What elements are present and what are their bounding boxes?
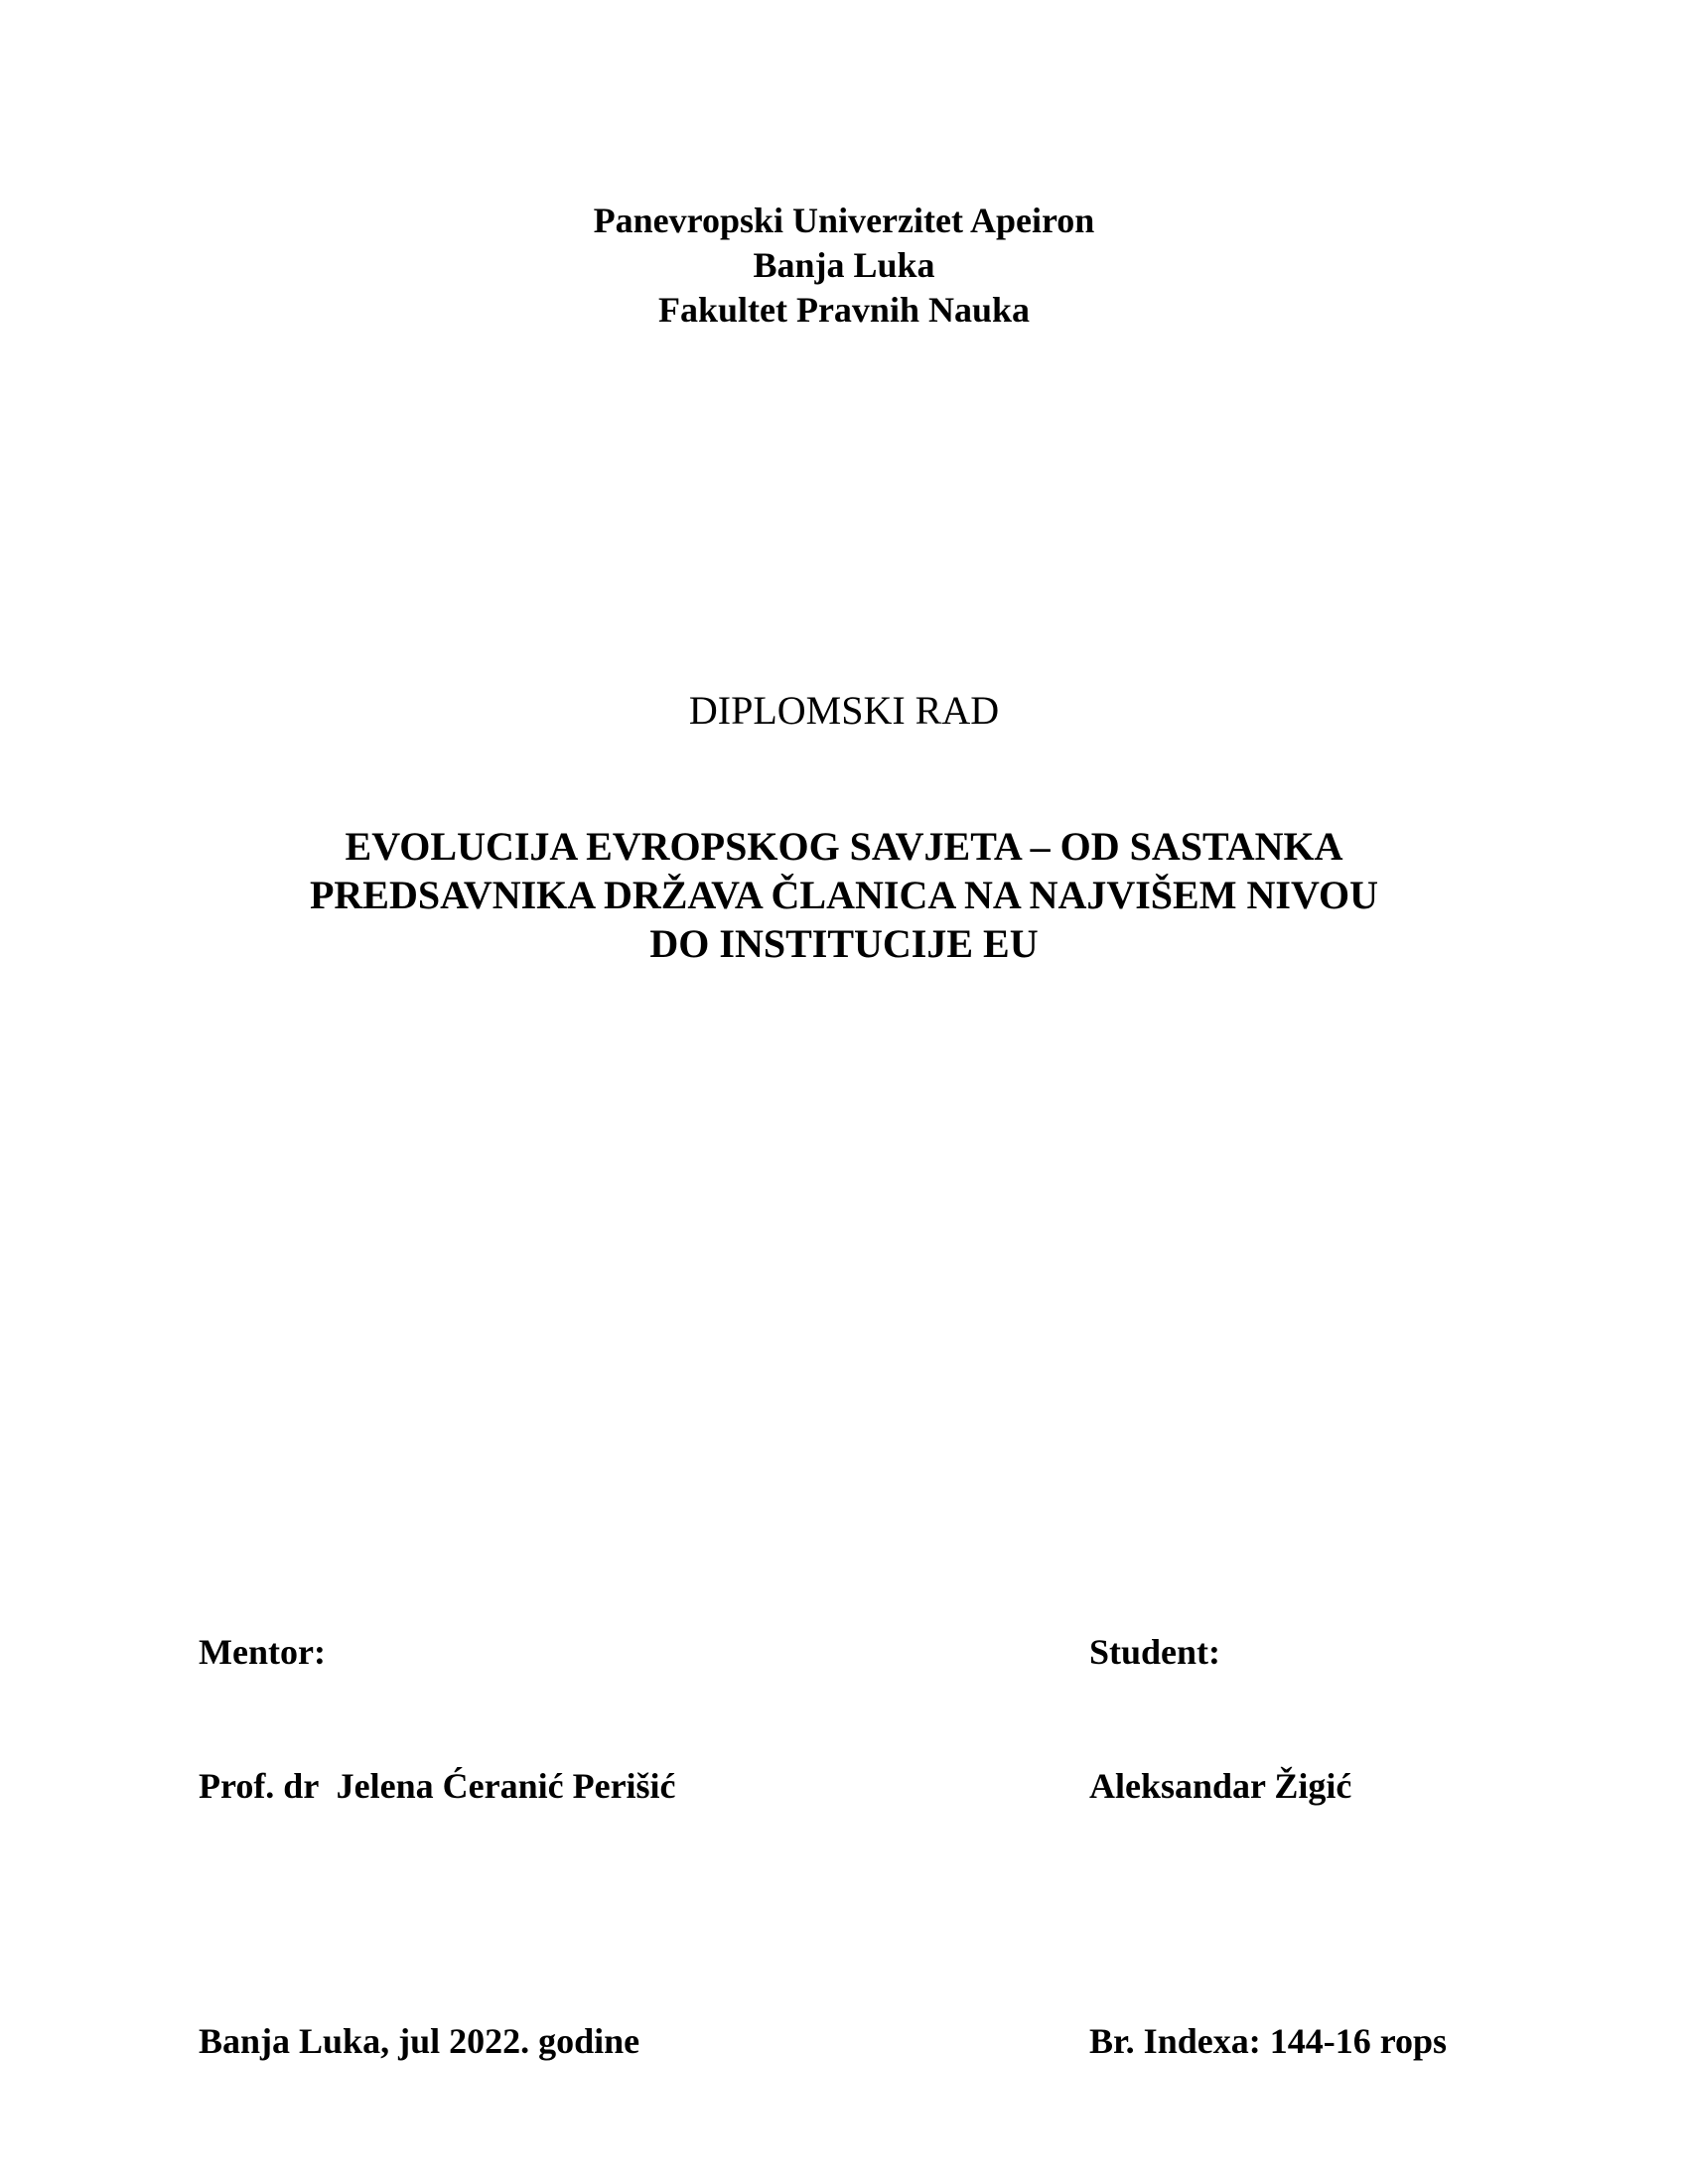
student-index: Br. Indexa: 144-16 rops	[1089, 2021, 1448, 2061]
faculty-name: Fakultet Pravnih Nauka	[657, 290, 1031, 330]
document-type: DIPLOMSKI RAD	[688, 688, 1000, 733]
student-block	[1089, 1541, 1447, 2153]
place-date: Banja Luka, jul 2022. godine	[199, 2021, 640, 2061]
mentor-label: Mentor:	[199, 1632, 326, 1672]
mentor-name: Prof. dr Jelena Ćeranić Perišić	[199, 1766, 676, 1806]
thesis-title-line-3: DO INSTITUCIJE EU	[649, 921, 1039, 966]
institution-header	[0, 199, 1688, 333]
thesis-title	[0, 822, 1688, 968]
mentor-block	[199, 1541, 676, 2153]
student-name: Aleksandar Žigić	[1089, 1766, 1352, 1806]
thesis-title-line-1: EVOLUCIJA EVROPSKOG SAVJETA – OD SASTANKA	[345, 824, 1343, 869]
thesis-title-line-2: PREDSAVNIKA DRŽAVA ČLANICA NA NAJVIŠEM NIVOU	[309, 873, 1379, 917]
university-name: Panevropski Univerzitet Apeiron	[593, 201, 1095, 240]
university-city: Banja Luka	[753, 245, 935, 285]
student-label: Student:	[1089, 1632, 1221, 1672]
spacer	[199, 1898, 676, 1930]
spacer	[1089, 1898, 1447, 1930]
